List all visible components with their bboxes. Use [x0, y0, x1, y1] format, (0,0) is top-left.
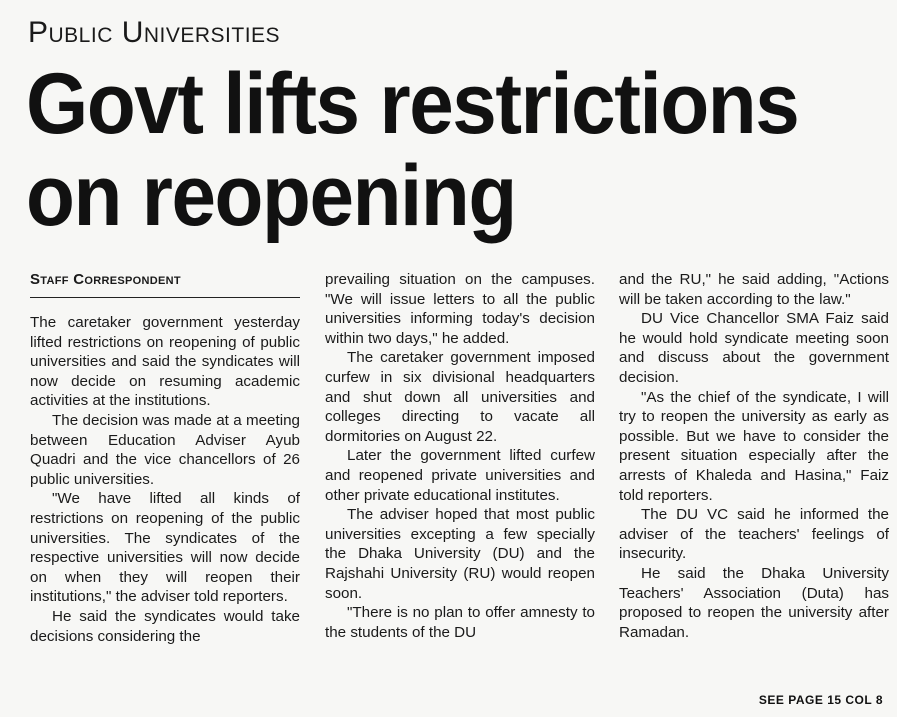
paragraph: "We have lifted all kinds of restrictions on reopening of the public universities. The syndicates of the respective universities will now decide on when they will reopen their institutions," the adviser told reporters.	[30, 490, 300, 606]
section-kicker: Public Universities	[28, 16, 281, 49]
headline	[26, 58, 826, 242]
paragraph: "There is no plan to offer amnesty to the students of the DU	[325, 604, 595, 641]
paragraph: prevailing situation on the campuses. "We will issue letters to all the public universities informing today's decision within two days," he added.	[325, 271, 595, 347]
paragraph: Later the government lifted curfew and reopened private universities and other private educational institutes.	[325, 447, 595, 504]
paragraph: The caretaker government yesterday lifted restrictions on reopening of public universities and said the syndicates will now decide on resuming academic activities at the institutions.	[30, 314, 300, 410]
paragraph: "As the chief of the syndicate, I will try to reopen the university as early as possible. But we have to consider the present situation especially after the arrests of Khaleda and Hasina," Faiz told reporters.	[619, 388, 889, 504]
headline-line-1: Govt lifts restrictions	[26, 56, 799, 152]
paragraph: The decision was made at a meeting between Education Adviser Ayub Quadri and the vice chancellors of 26 public universities.	[30, 411, 300, 488]
byline: Staff Correspondent	[30, 270, 300, 298]
paragraph: He said the syndicates would take decisions considering the	[30, 607, 300, 645]
paragraph: DU Vice Chancellor SMA Faiz said he would hold syndicate meeting soon and discuss about the government decision.	[619, 310, 889, 386]
article-column-2	[325, 270, 595, 642]
article-column-1	[30, 270, 300, 646]
paragraph: He said the Dhaka University Teachers' Association (Duta) has proposed to reopen the university after Ramadan.	[619, 564, 889, 641]
paragraph: and the RU," he said adding, "Actions will be taken according to the law."	[619, 271, 889, 308]
article-column-3	[619, 270, 889, 642]
jump-line: SEE PAGE 15 COL 8	[758, 693, 883, 707]
paragraph: The adviser hoped that most public universities excepting a few specially the Dhaka University (DU) and the Rajshahi University (RU) would reopen soon.	[325, 506, 595, 602]
headline-line-2: on reopening	[26, 148, 516, 244]
paragraph: The DU VC said he informed the adviser of the teachers' feelings of insecurity.	[619, 506, 889, 563]
paragraph: The caretaker government imposed curfew in six divisional headquarters and shut down all universities and colleges directing to vacate all dormitories on August 22.	[325, 349, 595, 445]
